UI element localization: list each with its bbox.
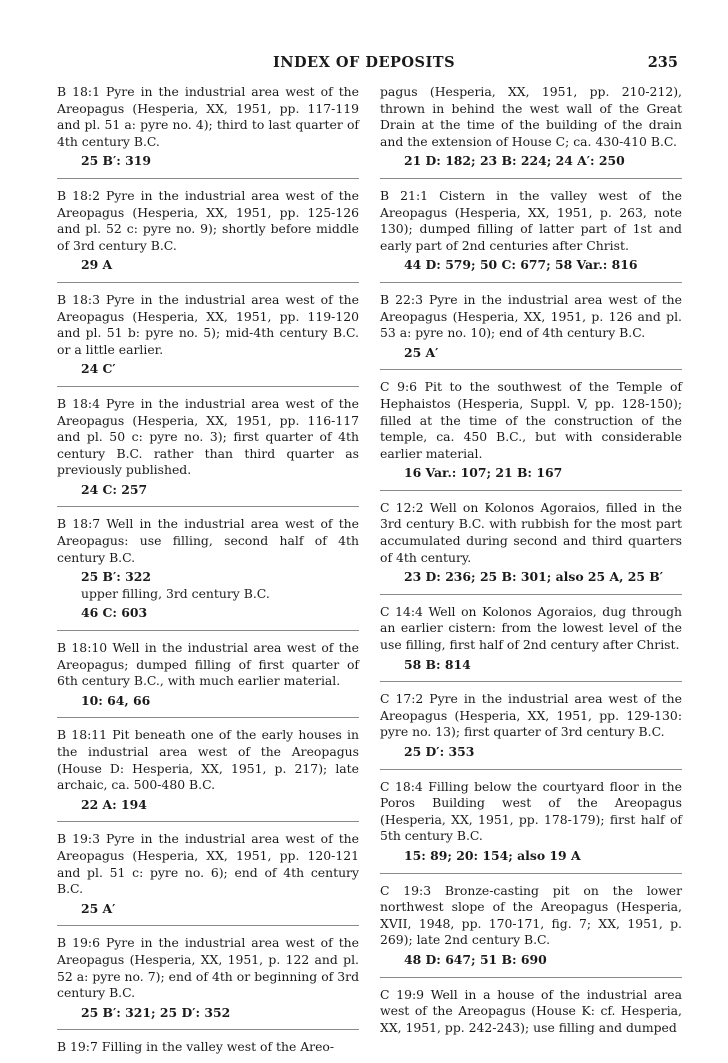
entry-description: B 19:6 Pyre in the industrial area west of the Areopagus (Hesperia, XX, 1951, p. 122 and pl. 52 a: pyre no. 7); end of 4th or beginning of 3rd century B.C.: [57, 935, 359, 1001]
entry-references: 10: 64, 66: [81, 692, 151, 708]
entry-references: 25 D′: 353: [404, 744, 475, 759]
entry-description: B 19:7 Filling in the valley west of the Areo-: [57, 1039, 335, 1055]
index-entry: [380, 84, 682, 170]
index-entry: [380, 500, 682, 586]
entry-divider: [380, 769, 682, 770]
entry-description: B 18:4 Pyre in the industrial area west of the Areopagus (Hesperia, XX, 1951, pp. 116-117 and pl. 50 c: pyre no. 3); first quarter of 4th century B.C. rather than third quarter as previously published.: [57, 395, 359, 478]
entry-description: C 9:6 Pit to the southwest of the Temple of Hephaistos (Hesperia, Suppl. V, pp. 128-150); filled at the time of the construction of the temple, ca. 450 B.C., but with considerable earlier material.: [380, 379, 682, 461]
entry-divider: [380, 977, 682, 978]
entry-references: 46 C: 603: [81, 605, 148, 621]
index-entry: [57, 727, 359, 813]
entry-description: C 19:3 Bronze-casting pit on the lower northwest slope of the Areopagus (Hesperia, XVII, 1948, pp. 170-171, fig. 7; XX, 1951, p. 269); late 2nd century B.C.: [380, 882, 682, 948]
index-entry: [380, 883, 682, 969]
entry-divider: [57, 717, 359, 718]
entry-references: 25 B′: 321; 25 D′: 352: [81, 1004, 231, 1020]
index-entry: [57, 396, 359, 499]
entry-description: B 21:1 Cistern in the valley west of the Areopagus (Hesperia, XX, 1951, p. 263, note 130); dumped filling of latter part of 1st and early part of 2nd centuries after Christ.: [380, 187, 682, 253]
entry-divider: [380, 490, 682, 491]
left-column: [57, 84, 359, 1063]
entry-references: 24 C: 257: [81, 481, 148, 497]
entry-references: 21 D: 182; 23 B: 224; 24 A′: 250: [404, 153, 625, 169]
entry-divider: [57, 821, 359, 822]
index-entry: [57, 640, 359, 709]
entry-references: 48 D: 647; 51 B: 690: [404, 951, 547, 967]
entry-references: 25 A′: [81, 900, 116, 916]
entry-divider: [380, 178, 682, 179]
index-entry: [57, 935, 359, 1021]
index-entry: [380, 292, 682, 361]
entry-description: C 17:2 Pyre in the industrial area west of the Areopagus (Hesperia, XX, 1951, pp. 129-130: pyre no. 13); first quarter of 3rd century B.C.: [380, 691, 682, 740]
running-title: INDEX OF DEPOSITS: [272, 54, 456, 71]
entry-references: 24 C′: [81, 361, 116, 377]
entry-description: B 18:7 Well in the industrial area west of the Areopagus: use filling, second half of 4th century B.C.: [57, 516, 359, 565]
entry-description: B 18:1 Pyre in the industrial area west of the Areopagus (Hesperia, XX, 1951, pp. 117-119 and pl. 51 a: pyre no. 4); third to last quarter of 4th century B.C.: [57, 84, 359, 149]
entry-divider: [57, 630, 359, 631]
entry-description: B 22:3 Pyre in the industrial area west of the Areopagus (Hesperia, XX, 1951, p. 126 and pl. 53 a: pyre no. 10); end of 4th century B.C.: [380, 291, 682, 341]
entry-description: B 18:2 Pyre in the industrial area west of the Areopagus (Hesperia, XX, 1951, pp. 125-126 and pl. 52 c: pyre no. 9); shortly before middle of 3rd century B.C.: [57, 187, 359, 253]
page-number: 235: [647, 54, 678, 71]
index-entry: [380, 604, 682, 673]
entry-description: C 18:4 Filling below the courtyard floor in the Poros Building west of the Areopagus (Hesperia, XX, 1951, pp. 178-179); first half of 5th century B.C.: [380, 778, 682, 844]
entry-references: 58 B: 814: [404, 656, 471, 672]
entry-references: 25 B′: 322: [81, 569, 152, 585]
index-entry: [57, 292, 359, 378]
entry-divider: [380, 873, 682, 874]
index-entry: [57, 188, 359, 274]
index-entry: [57, 84, 359, 170]
entry-divider: [380, 369, 682, 370]
entry-references: 25 B′: 319: [81, 153, 152, 169]
index-entry: [380, 691, 682, 760]
entry-divider: [57, 925, 359, 926]
entry-description: B 18:10 Well in the industrial area west of the Areopagus; dumped filling of first quarter of 6th century B.C., with much earlier material.: [57, 640, 359, 689]
entry-divider: [380, 681, 682, 682]
entry-divider: [380, 282, 682, 283]
entry-description: B 18:11 Pit beneath one of the early houses in the industrial area west of the Areopagus (House D: Hesperia, XX, 1951, p. 217); late archaic, ca. 500-480 B.C.: [57, 727, 359, 793]
entry-description: C 14:4 Well on Kolonos Agoraios, dug through an earlier cistern: from the lowest level of the use filling, first half of 2nd century after Christ.: [380, 603, 682, 653]
right-column: [380, 84, 682, 1043]
entry-description: B 19:3 Pyre in the industrial area west of the Areopagus (Hesperia, XX, 1951, pp. 120-121 and pl. 51 c: pyre no. 6); end of 4th century B.C.: [57, 831, 359, 897]
index-entry: [380, 987, 682, 1037]
entry-references: 23 D: 236; 25 B: 301; also 25 A, 25 B′: [404, 569, 663, 585]
index-entry: [380, 188, 682, 274]
entry-divider: [57, 506, 359, 507]
entry-subfilling: upper filling, 3rd century B.C.: [81, 585, 270, 601]
entry-divider: [380, 594, 682, 595]
entry-description: C 12:2 Well on Kolonos Agoraios, filled in the 3rd century B.C. with rubbish for the most part accumulated during second and third quarters of 4th century.: [380, 499, 682, 565]
entry-divider: [57, 1029, 359, 1030]
index-entry: [380, 379, 682, 482]
entry-references: 16 Var.: 107; 21 B: 167: [404, 465, 563, 481]
page-header: [0, 54, 728, 74]
index-entry: [380, 779, 682, 865]
entry-references: 29 A: [81, 257, 113, 273]
entry-divider: [57, 282, 359, 283]
entry-divider: [57, 178, 359, 179]
index-entry: [57, 516, 359, 622]
index-entry: [57, 831, 359, 917]
entry-description: pagus (Hesperia, XX, 1951, pp. 210-212), thrown in behind the west wall of the Great Drain at the time of the building of the drain and the extension of House C; ca. 430-410 B.C.: [380, 84, 682, 149]
entry-references: 15: 89; 20: 154; also 19 A: [404, 847, 581, 863]
entry-references: 25 A′: [404, 344, 439, 360]
index-entry: [57, 1039, 359, 1056]
entry-description: B 18:3 Pyre in the industrial area west of the Areopagus (Hesperia, XX, 1951, pp. 119-120 and pl. 51 b: pyre no. 5); mid-4th century B.C. or a little earlier.: [57, 291, 359, 357]
entry-references: 22 A: 194: [81, 796, 147, 812]
entry-description: C 19:9 Well in a house of the industrial area west of the Areopagus (House K: cf. Hesperia, XX, 1951, pp. 242-243); use filling and dumped: [380, 986, 682, 1035]
entry-references: 44 D: 579; 50 C: 677; 58 Var.: 816: [404, 257, 638, 273]
entry-divider: [57, 386, 359, 387]
